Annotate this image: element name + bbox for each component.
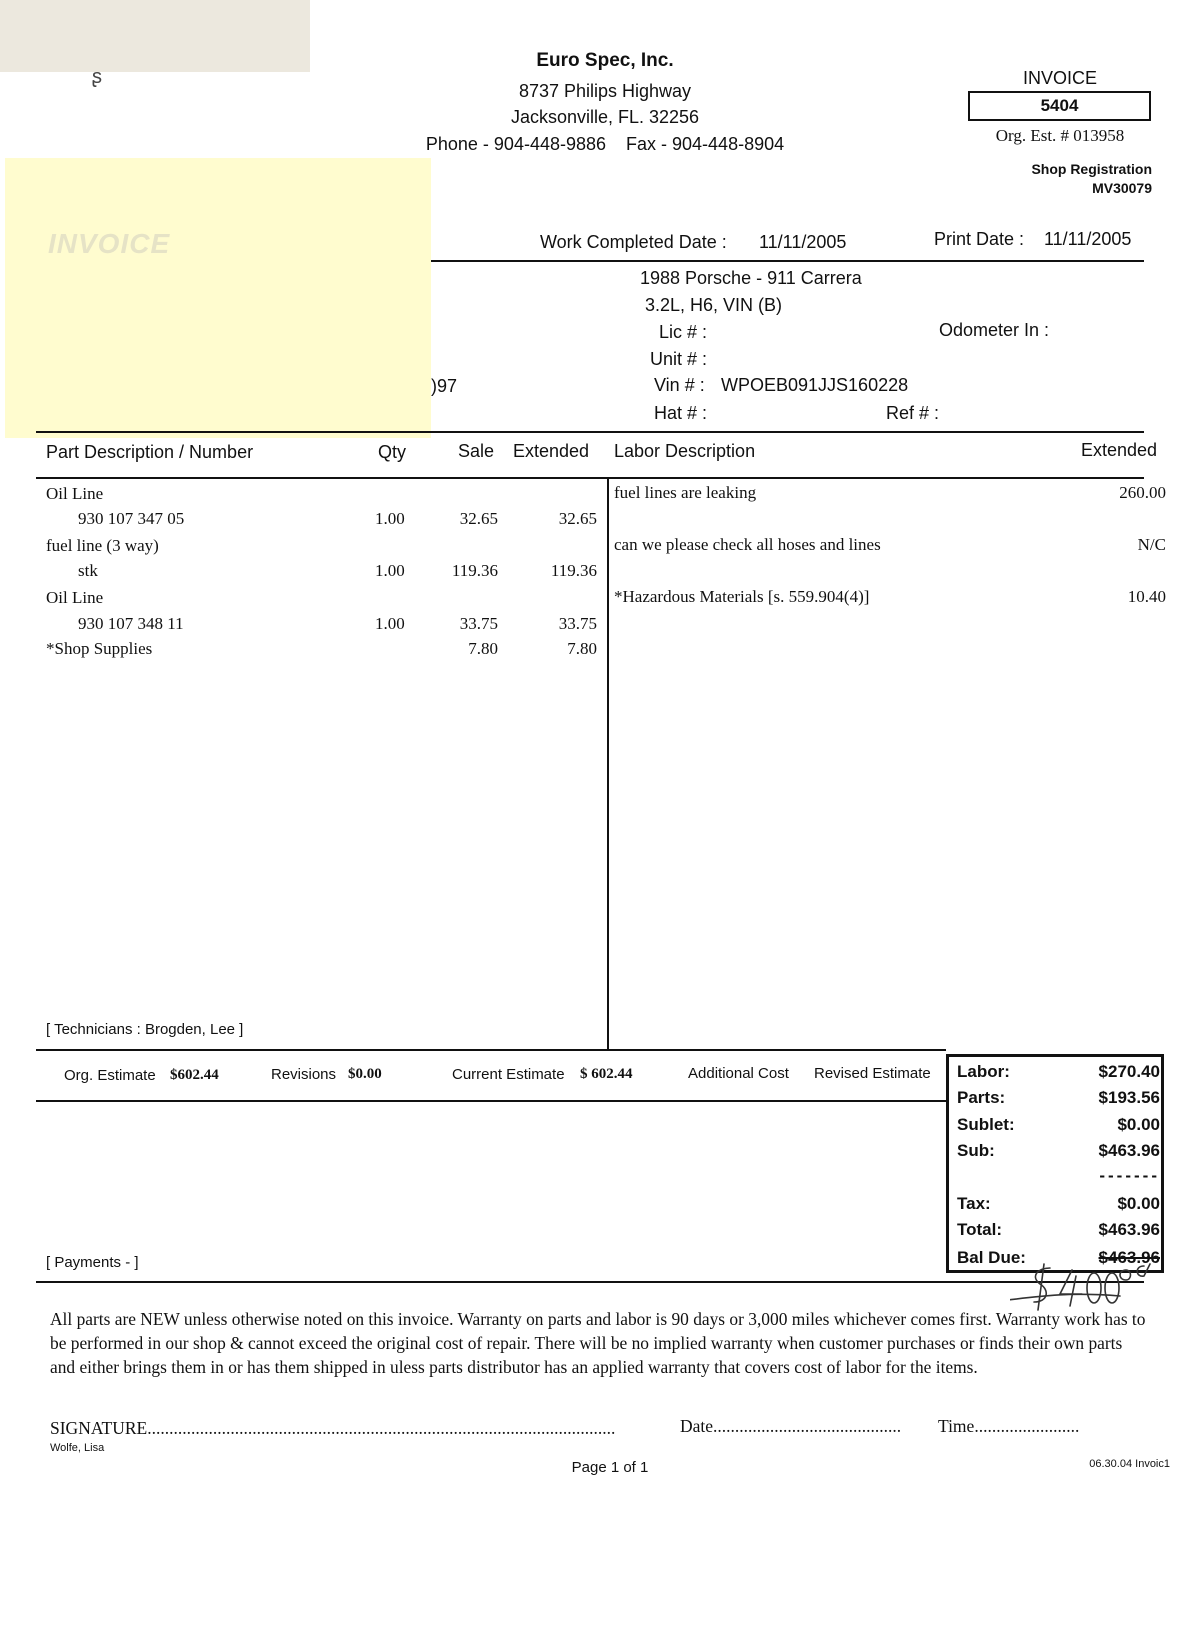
- part-extended: 32.65: [558, 509, 597, 528]
- part-description: Oil Line: [46, 484, 104, 503]
- hat-label: Hat # :: [654, 403, 708, 423]
- form-code: 06.30.04 Invoic1: [1089, 1458, 1170, 1470]
- org-estimate-value: $602.44: [170, 1067, 219, 1083]
- additional-cost-label: Additional Cost: [688, 1065, 789, 1082]
- labor-extended: N/C: [1137, 535, 1166, 554]
- labor-total-label: Labor:: [957, 1062, 1010, 1081]
- shop-registration-label: Shop Registration: [1031, 161, 1152, 177]
- part-number: stk: [78, 561, 98, 580]
- company-phone-fax: Phone - 904-448-9886 Fax - 904-448-8904: [425, 134, 785, 154]
- shop-supplies-extended: 7.80: [567, 639, 597, 658]
- part-number: 930 107 347 05: [78, 509, 185, 528]
- signature-line: SIGNATURE...........................................................................................................: [50, 1418, 616, 1438]
- sublet-total-value: $0.00: [1117, 1115, 1160, 1134]
- vin-value: WPOEB091JJS160228: [721, 375, 909, 395]
- time-line: Time........................: [938, 1416, 1080, 1436]
- column-divider: [607, 477, 609, 1049]
- part-sale: 119.36: [451, 561, 498, 580]
- vehicle-model: 1988 Porsche - 911 Carrera: [640, 268, 862, 288]
- service-writer: Wolfe, Lisa: [50, 1442, 105, 1454]
- part-extended: 119.36: [550, 561, 597, 580]
- current-estimate-label: Current Estimate: [452, 1066, 565, 1083]
- partial-customer-text: )97: [431, 376, 458, 396]
- estimate-top-border: [36, 1049, 946, 1051]
- print-date: 11/11/2005: [1044, 229, 1132, 249]
- unit-label: Unit # :: [650, 349, 708, 369]
- org-estimate-number: Org. Est. # 013958: [995, 126, 1125, 145]
- pen-mark: ʂ: [92, 66, 102, 88]
- invoice-number: 5404: [968, 91, 1151, 121]
- paper-scrap: [0, 0, 310, 72]
- part-description: Oil Line: [46, 588, 104, 607]
- table-header-bottom-border: [36, 477, 1144, 479]
- technicians: [ Technicians : Brogden, Lee ]: [46, 1021, 244, 1038]
- part-qty: 1.00: [375, 561, 405, 580]
- part-qty: 1.00: [375, 614, 405, 633]
- table-top-border: [36, 431, 1144, 433]
- total-label: Total:: [957, 1220, 1003, 1239]
- labor-description: *Hazardous Materials [s. 559.904(4)]: [614, 587, 870, 606]
- revised-estimate-label: Revised Estimate: [814, 1065, 931, 1082]
- revisions-value: $0.00: [348, 1066, 382, 1082]
- labor-description: fuel lines are leaking: [614, 483, 757, 502]
- current-estimate-value: $ 602.44: [580, 1066, 633, 1082]
- shop-supplies-sale: 7.80: [468, 639, 498, 658]
- parts-total-value: $193.56: [1098, 1088, 1160, 1107]
- parts-total-label: Parts:: [957, 1088, 1006, 1107]
- part-sale: 32.65: [459, 509, 498, 528]
- part-qty: 1.00: [375, 509, 405, 528]
- print-date-label: Print Date :: [934, 229, 1025, 249]
- parts-header-qty: Qty: [378, 442, 407, 462]
- labor-header-extended: Extended: [1081, 440, 1158, 460]
- shop-registration-number: MV30079: [1092, 180, 1152, 196]
- total-value: $463.96: [1098, 1220, 1160, 1239]
- part-sale: 33.75: [459, 614, 498, 633]
- lic-label: Lic # :: [659, 322, 708, 342]
- work-completed-label: Work Completed Date :: [540, 232, 727, 252]
- work-completed-date: 11/11/2005: [759, 232, 847, 252]
- revisions-label: Revisions: [271, 1066, 337, 1083]
- ref-label: Ref # :: [886, 403, 940, 423]
- payments-bottom-border: [36, 1281, 1144, 1283]
- parts-header-sale: Sale: [458, 441, 495, 461]
- parts-header-description: Part Description / Number: [46, 442, 254, 462]
- parts-header-extended: Extended: [513, 441, 590, 461]
- tax-value: $0.00: [1117, 1194, 1160, 1213]
- sticky-note-faded-text: INVOICE: [48, 228, 171, 259]
- vin-label: Vin # :: [654, 375, 705, 395]
- totals-divider: -------: [1099, 1166, 1160, 1185]
- shop-supplies-description: *Shop Supplies: [46, 639, 153, 658]
- org-estimate-label: Org. Estimate: [64, 1067, 156, 1084]
- shop-registration: [990, 160, 1152, 198]
- company-name: Euro Spec, Inc.: [536, 50, 674, 71]
- part-number: 930 107 348 11: [78, 614, 184, 633]
- date-line: Date...........................................: [680, 1416, 902, 1436]
- sticky-note: [5, 158, 431, 438]
- labor-total-value: $270.40: [1098, 1062, 1160, 1081]
- page-number: Page 1 of 1: [571, 1459, 649, 1476]
- invoice-label: INVOICE: [1022, 68, 1097, 88]
- sub-total-label: Sub:: [957, 1141, 995, 1160]
- header-divider: [431, 260, 1144, 262]
- vehicle-engine: 3.2L, H6, VIN (B): [645, 295, 783, 315]
- totals-box: [946, 1054, 1164, 1273]
- odometer-label: Odometer In :: [939, 320, 1050, 340]
- tax-label: Tax:: [957, 1194, 991, 1213]
- balance-due-value: $463.96: [1098, 1248, 1160, 1267]
- company-address-line2: Jacksonville, FL. 32256: [510, 107, 700, 127]
- labor-description: can we please check all hoses and lines: [614, 535, 881, 554]
- estimate-bottom-border: [36, 1100, 946, 1102]
- warranty-text: All parts are NEW unless otherwise noted on this invoice. Warranty on parts and labor is 90 days or 3,000 miles whichever comes first. Warranty work has to be performed in our shop & cannot exceed the original cost of repair. There will be no implied warranty when customer purchases or finds their own parts and either brings them in or has them shipped in uless parts distributor has an applied warranty that covers cost of labor for the items.: [50, 1309, 1146, 1377]
- labor-extended: 10.40: [1127, 587, 1166, 606]
- sublet-total-label: Sublet:: [957, 1115, 1015, 1134]
- payments: [ Payments - ]: [46, 1254, 139, 1271]
- part-description: fuel line (3 way): [46, 536, 159, 555]
- sub-total-value: $463.96: [1098, 1141, 1160, 1160]
- company-address-line1: 8737 Philips Highway: [518, 81, 692, 101]
- labor-extended: 260.00: [1119, 483, 1166, 502]
- balance-due-label: Bal Due:: [957, 1248, 1026, 1267]
- labor-header-description: Labor Description: [614, 441, 756, 461]
- part-extended: 33.75: [558, 614, 597, 633]
